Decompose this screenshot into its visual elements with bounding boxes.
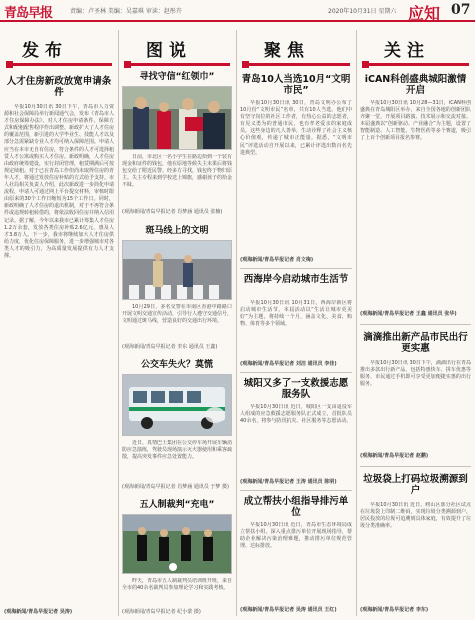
section-title: 聚焦 xyxy=(264,41,310,61)
article-body: 早报10月30日讯 10月28—31日，iCAN科创盛典在青岛城阳区举办，来自全国各地的创新团队齐聚一堂，开展项目路演、技术展示和交流对接。本届盛典以“创新驱动、产业融合”为主题，设置了智能制造、人工智能、生物医药等多个赛道，吸引了上百个创新项目报名参赛。 xyxy=(360,100,471,142)
article-rescue-team xyxy=(240,404,352,476)
article-credit: (观海新闻/青岛早报记者 吴涛) xyxy=(4,609,73,615)
article-body: 早报10月30日讯 10月31日，西海岸新区将启动城市生活节，本届活动以“生活让城市更美好”为主题，将持续一个月，涵盖文化、美食、购物、体育等多个领域。 xyxy=(240,300,352,328)
section-header-photos xyxy=(124,30,230,72)
headline-didi: 滴滴推出新产品市民出行更实惠 xyxy=(363,332,468,355)
column-release xyxy=(0,30,118,618)
article-divider xyxy=(240,372,352,373)
article-pollution-help xyxy=(240,522,352,604)
section-header-attention xyxy=(362,30,469,72)
caption-credit: (观海新闻/青岛早报记者 李东 通讯员 王鑫) xyxy=(122,344,218,350)
article-credit: (观海新闻/青岛早报记者 肖文梅) xyxy=(240,257,314,263)
headline-zebra: 斑马线上的文明 xyxy=(145,226,209,236)
article-divider xyxy=(240,268,352,269)
photo-red-scarf xyxy=(122,86,232,150)
article-credit: (观海新闻/青岛早报记者 刘洁 通讯员 李佳) xyxy=(240,361,337,367)
article-ican xyxy=(360,100,471,308)
headline-referee: 五人制裁判“充电” xyxy=(139,500,215,510)
section-title: 发布 xyxy=(22,41,68,61)
newspaper-logo xyxy=(4,2,52,21)
column-attention xyxy=(356,30,475,618)
caption-bus-fire xyxy=(122,440,232,480)
article-divider xyxy=(360,324,471,325)
article-divider xyxy=(240,490,352,491)
page-section-title: 应知 xyxy=(408,4,441,23)
caption-referee xyxy=(122,578,232,606)
article-credit: (观海新闻/青岛早报记者 赵鹏) xyxy=(360,453,429,459)
article-body: 早报10月30日讯 30日下午，青岛市人力资源和社会保障局举行新闻通气会，发布《青岛市人才住房保障办法》，对人才住房申请条件、保障方式和配租配售程序作出调整。新政扩大了人才住房的覆盖范围，新引进的大学毕业生、技能人才以及部分急需紧缺专业人才均可纳入保障范围。申请人应当在本市无自有住房，符合条件的人才可选择租赁人才公寓或购买人才住房。新政明确，人才住房由政府统筹建设，实行封闭管理，租赁期满后可按规定续租。对于已在青岛工作但尚未取得住房的青年人才，将通过发放住房补贴的方式给予支持。市人社局相关负责人介绍，此次新政进一步简化申请流程，申请人可通过网上平台提交材料，审核时限由原来的30个工作日缩短为15个工作日。同时，新政明确了人才住房的退出机制，对于不再符合条件或违规转租转借的，将依法收回住房并纳入信用记录。据了解，今年以来我市已累计筹集人才住房1.2万余套，发放各类住房补贴2.6亿元，惠及人才3.8万人。下一步，我市将继续加大人才住房供给力度，优化住房保障服务，进一步增强城市对各类人才的吸引力，为高质量发展提供有力人才支撑。 xyxy=(4,104,114,259)
article-body: 早报10月30日讯 30日，青岛文明办公布了10月份“文明市民”名单，共有10人当选。他们中有坚守岗位的社区工作者，有热心公益的志愿者，有见义勇为的普通市民，也有孝老爱亲的家庭成员。这些身边的凡人善举，生动诠释了社会主义核心价值观，传递了城市正能量。据悉，“文明市民”评选活动自开展以来，已累计评选出数百名先进典型。 xyxy=(240,100,352,156)
article-body: 早报10月30日讯 近日，城阳区一支由退役军人组成的应急救援志愿服务队正式成立，首批队员40余名，将参与防汛抗灾、社区服务等志愿活动。 xyxy=(240,404,352,425)
article-talent-housing xyxy=(4,104,114,604)
section-title: 关注 xyxy=(384,41,430,61)
column-photos xyxy=(118,30,236,618)
article-didi xyxy=(360,360,471,450)
headline-red-scarf: 寻找守信“红领巾” xyxy=(139,72,215,82)
masthead xyxy=(0,0,475,22)
article-credit: (观海新闻/青岛早报记者 王涛 通讯员 陈明) xyxy=(240,479,337,485)
section-marker xyxy=(242,61,249,68)
editors-line: 责编：卢圣林 美编：吴嘉琪 审读：赵彤卉 xyxy=(70,8,182,15)
caption-text: 近日，真情巴士集团在公交停车场开展车辆消防应急演练，驾驶员现场演示灭火器使用和乘客疏散，提高突发事件应急处置能力。 xyxy=(122,440,232,461)
section-marker xyxy=(124,61,131,68)
photo-bus-drill xyxy=(122,374,232,436)
section-rule xyxy=(362,63,469,66)
article-body: 早报10月30日讯 30日下午，滴滴出行在青岛推出多款出行新产品，包括特惠快车、拼车优惠等服务，市民通过手机即可享受更加便捷实惠的出行服务。 xyxy=(360,360,471,388)
article-xihaian-festival xyxy=(240,300,352,358)
section-header-release xyxy=(6,30,112,72)
logo-text: 青岛早报 xyxy=(4,6,53,21)
headline-xihaian-festival: 西海岸今启动城市生活节 xyxy=(243,274,349,285)
article-credit: (观海新闻/青岛早报记者 李东) xyxy=(360,607,429,613)
section-marker xyxy=(362,61,369,68)
photo-zebra-crossing xyxy=(122,240,232,300)
caption-text: 10月29日，多名交警在市南区香港中路路口开展文明交通宣传活动，引导行人遵守交通信号，文明通过斑马线，营造良好的交通出行环境。 xyxy=(122,304,232,325)
article-body: 早报10月30日讯 近日，崂山区部分社区试点在垃圾袋上印制二维码，实现垃圾分类溯源到户，居民投放的垃圾可追溯到具体家庭，有效提升了垃圾分类准确率。 xyxy=(360,502,471,530)
section-marker xyxy=(6,61,13,68)
article-credit: (观海新闻/青岛早报记者 吴涛 通讯员 王红) xyxy=(240,607,337,613)
caption-credit: (观海新闻/青岛早报记者 肖梦涵 通讯员 张楠) xyxy=(122,209,223,215)
article-garbage-qr xyxy=(360,502,471,602)
caption-red-scarf xyxy=(122,154,232,204)
caption-credit: (观海新闻/青岛早报记者 肖梦涵 通讯员 于梦 摄) xyxy=(122,484,229,490)
caption-zebra xyxy=(122,304,232,340)
photo-referee-training xyxy=(122,514,232,574)
headline-civilized-citizens: 青岛10人当选10月“文明市民” xyxy=(241,74,351,97)
headline-pollution-help: 成立帮扶小组指导排污单位 xyxy=(243,496,349,519)
headline-bus-fire: 公交车失火？莫慌 xyxy=(140,360,213,370)
article-civilized-citizens xyxy=(240,100,352,254)
section-rule xyxy=(6,63,112,66)
article-credit: (观海新闻/青岛早报记者 王鑫 通讯员 张华) xyxy=(360,311,457,317)
caption-text: 昨天，青岛市五人制裁判员培训班开班，来自全市的40余名裁判员参加理论学习和实践考核。 xyxy=(122,578,232,592)
headline-garbage-qr: 垃圾袋上打码垃圾溯源到户 xyxy=(363,474,468,497)
issue-date: 2020年10月31日 星期六 xyxy=(328,8,397,15)
page-number: 07 xyxy=(451,2,471,18)
section-rule xyxy=(124,63,230,66)
headline-ican: iCAN科创盛典城阳激情开启 xyxy=(364,74,467,97)
section-rule xyxy=(242,63,350,66)
article-body: 早报10月30日讯 近日，青岛市生态环境局成立帮扶小组，深入重点排污单位开展现场指导，帮助企业解决污染治理难题，推动排污单位规范管理、达标排放。 xyxy=(240,522,352,550)
caption-text: 日前，市北区一名小学生在路边拾到一个装有现金和证件的钱包，他在原地等候失主未果后将钱包交给了附近民警。经多方寻找，钱包终于物归原主。失主专程来到学校送上锦旗，感谢孩子的拾金不昧。 xyxy=(122,154,232,189)
caption-credit: (观海新闻/青岛早报记者 纪小蒙 摄) xyxy=(122,609,201,615)
headline-talent-housing: 人才住房新政放宽申请条件 xyxy=(6,76,112,99)
section-header-focus xyxy=(242,30,350,72)
headline-rescue-team: 城阳又多了一支救援志愿服务队 xyxy=(243,378,349,401)
column-focus xyxy=(236,30,356,618)
article-divider xyxy=(360,466,471,467)
section-title: 图说 xyxy=(146,41,192,61)
